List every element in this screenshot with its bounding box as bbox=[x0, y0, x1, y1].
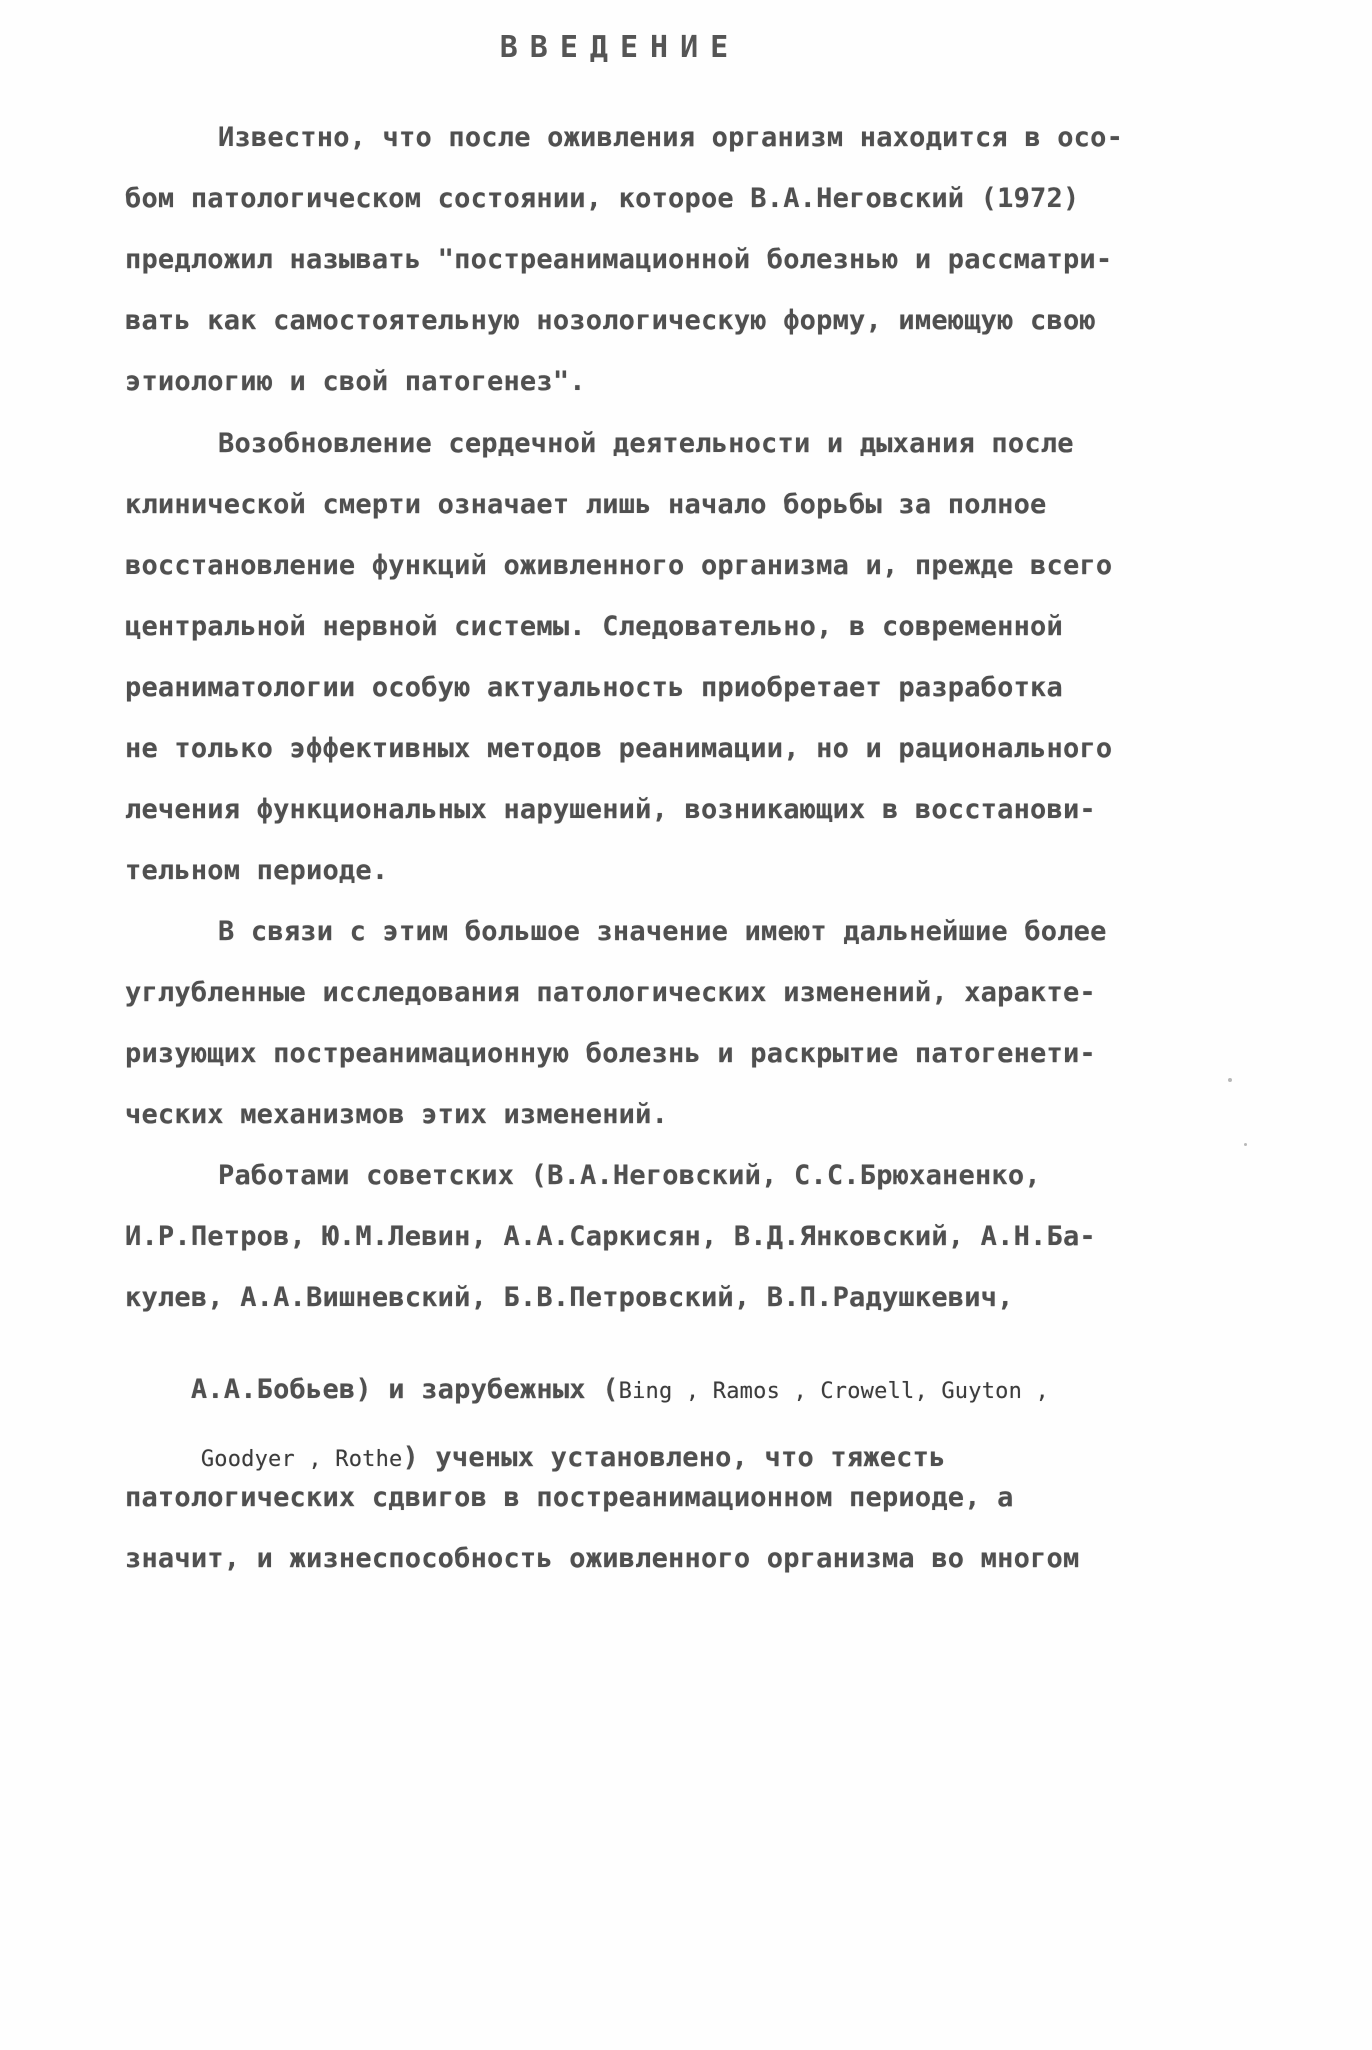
text-line: ческих механизмов этих изменений. bbox=[125, 1099, 669, 1130]
latin-author-names: Bing , Ramos , Crowell, Guyton , bbox=[618, 1379, 1049, 1404]
text-line: вать как самостоятельную нозологическую форму, имеющую свою bbox=[125, 305, 1096, 336]
text-line: предложил называть "постреанимационной болезнью и рассматри- bbox=[125, 244, 1113, 275]
text-line: значит, и жизнеспособность оживленного организма во многом bbox=[125, 1543, 1080, 1574]
text-line: восстановление функций оживленного организма и, прежде всего bbox=[125, 550, 1113, 581]
text-line: Возобновление сердечной деятельности и дыхания после bbox=[218, 428, 1074, 459]
text-line: Работами советских (В.А.Неговский, С.С.Брюханенко, bbox=[218, 1160, 1041, 1191]
text-line: И.Р.Петров, Ю.М.Левин, А.А.Саркисян, В.Д.Янковский, А.Н.Ба- bbox=[125, 1221, 1096, 1252]
text-line: Известно, что после оживления организм находится в осо- bbox=[218, 122, 1124, 153]
latin-author-names: Goodyer , Rothe bbox=[200, 1447, 403, 1472]
paper-speck bbox=[1244, 1143, 1247, 1146]
text-line: не только эффективных методов реанимации, но и рационального bbox=[125, 733, 1113, 764]
text-line: углубленные исследования патологических изменений, характе- bbox=[125, 977, 1096, 1008]
text-segment: ) ученых установлено, что тяжесть bbox=[402, 1442, 946, 1473]
text-line: патологических сдвигов в постреанимационном периоде, а bbox=[125, 1482, 1014, 1513]
text-line: реаниматологии особую актуальность приобретает разработка bbox=[125, 672, 1063, 703]
text-line: клинической смерти означает лишь начало борьбы за полное bbox=[125, 489, 1047, 520]
text-line: этиологию и свой патогенез". bbox=[125, 366, 586, 397]
text-line: ризующих постреанимационную болезнь и раскрытие патогенети- bbox=[125, 1038, 1096, 1069]
page-heading: ВВЕДЕНИЕ bbox=[499, 30, 741, 65]
text-line: В связи с этим большое значение имеют дальнейшие более bbox=[218, 916, 1107, 947]
text-line: лечения функциональных нарушений, возникающих в восстанови- bbox=[125, 794, 1096, 825]
text-line: центральной нервной системы. Следовательно, в современной bbox=[125, 611, 1063, 642]
text-line: кулев, А.А.Вишневский, Б.В.Петровский, В.П.Радушкевич, bbox=[125, 1282, 1014, 1313]
text-line: бом патологическом состоянии, которое В.А.Неговский (1972) bbox=[125, 183, 1080, 214]
text-line: тельном периоде. bbox=[125, 855, 389, 886]
text-segment: А.А.Бобьев) и зарубежных ( bbox=[190, 1374, 619, 1405]
paper-speck bbox=[1228, 1078, 1232, 1082]
